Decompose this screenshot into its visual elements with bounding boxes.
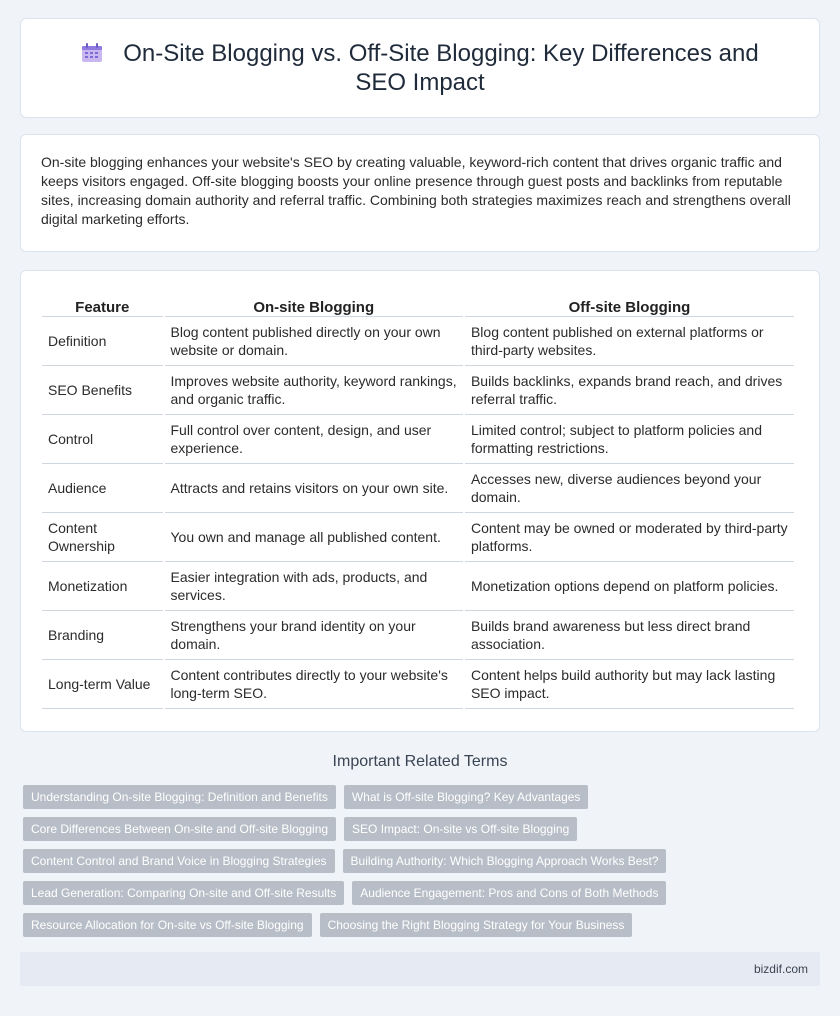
feature-cell: SEO Benefits [42, 366, 163, 415]
on-site-cell: Blog content published directly on your own website or domain. [165, 317, 463, 366]
off-site-cell: Limited control; subject to platform policies and formatting restrictions. [465, 415, 794, 464]
page-title [61, 39, 779, 97]
table-row [42, 366, 794, 415]
calendar-icon [81, 43, 103, 63]
intro-text: On-site blogging enhances your website's SEO by creating valuable, keyword-rich content that drives organic traffic and keeps visitors engaged. Off-site blogging boosts your online presence through guest posts and backlinks from reputable sites, increasing domain authority and referral traffic. Combining both strategies maximizes reach and strengthens overall digital marketing efforts. [41, 154, 791, 227]
related-terms-list [23, 785, 823, 945]
table-row [42, 464, 794, 513]
related-term-tag[interactable]: Understanding On-site Blogging: Definition and Benefits [23, 785, 336, 809]
on-site-cell: You own and manage all published content. [165, 513, 463, 562]
related-terms-title: Important Related Terms [332, 753, 508, 770]
related-term-tag[interactable]: Choosing the Right Blogging Strategy for Your Business [320, 913, 633, 937]
related-term-tag[interactable]: Audience Engagement: Pros and Cons of Both Methods [352, 881, 666, 905]
off-site-cell: Content helps build authority but may lack lasting SEO impact. [465, 660, 794, 709]
related-term-tag[interactable]: Lead Generation: Comparing On-site and Off-site Results [23, 881, 344, 905]
table-row [42, 611, 794, 660]
off-site-cell: Blog content published on external platforms or third-party websites. [465, 317, 794, 366]
table-row [42, 415, 794, 464]
table-header-row [42, 293, 794, 317]
feature-cell: Branding [42, 611, 163, 660]
off-site-cell: Content may be owned or moderated by third-party platforms. [465, 513, 794, 562]
feature-cell: Control [42, 415, 163, 464]
related-term-tag[interactable]: Core Differences Between On-site and Off-site Blogging [23, 817, 336, 841]
table-row [42, 660, 794, 709]
off-site-cell: Accesses new, diverse audiences beyond your domain. [465, 464, 794, 513]
related-term-tag[interactable]: SEO Impact: On-site vs Off-site Blogging [344, 817, 577, 841]
on-site-cell: Easier integration with ads, products, and services. [165, 562, 463, 611]
feature-cell: Monetization [42, 562, 163, 611]
header-card [20, 18, 820, 118]
off-site-cell: Monetization options depend on platform policies. [465, 562, 794, 611]
header-off-site: Off-site Blogging [465, 293, 794, 317]
feature-cell: Long-term Value [42, 660, 163, 709]
footer-site-link[interactable]: bizdif.com [753, 962, 808, 976]
feature-cell: Definition [42, 317, 163, 366]
header-on-site: On-site Blogging [165, 293, 463, 317]
on-site-cell: Improves website authority, keyword rankings, and organic traffic. [165, 366, 463, 415]
table-row [42, 317, 794, 366]
related-term-tag[interactable]: Resource Allocation for On-site vs Off-site Blogging [23, 913, 312, 937]
feature-cell: Audience [42, 464, 163, 513]
footer [20, 952, 820, 986]
on-site-cell: Full control over content, design, and user experience. [165, 415, 463, 464]
on-site-cell: Attracts and retains visitors on your own site. [165, 464, 463, 513]
feature-cell: Content Ownership [42, 513, 163, 562]
on-site-cell: Content contributes directly to your website's long-term SEO. [165, 660, 463, 709]
header-feature: Feature [42, 293, 163, 317]
table-row [42, 513, 794, 562]
table-row [42, 562, 794, 611]
related-term-tag[interactable]: What is Off-site Blogging? Key Advantages [344, 785, 589, 809]
comparison-table [40, 293, 796, 709]
comparison-table-card [20, 270, 820, 732]
off-site-cell: Builds backlinks, expands brand reach, and drives referral traffic. [465, 366, 794, 415]
intro-card [20, 134, 820, 252]
on-site-cell: Strengthens your brand identity on your domain. [165, 611, 463, 660]
page-title-text: On-Site Blogging vs. Off-Site Blogging: Key Differences and SEO Impact [123, 40, 759, 96]
off-site-cell: Builds brand awareness but less direct brand association. [465, 611, 794, 660]
related-term-tag[interactable]: Content Control and Brand Voice in Blogging Strategies [23, 849, 335, 873]
related-term-tag[interactable]: Building Authority: Which Blogging Approach Works Best? [343, 849, 667, 873]
